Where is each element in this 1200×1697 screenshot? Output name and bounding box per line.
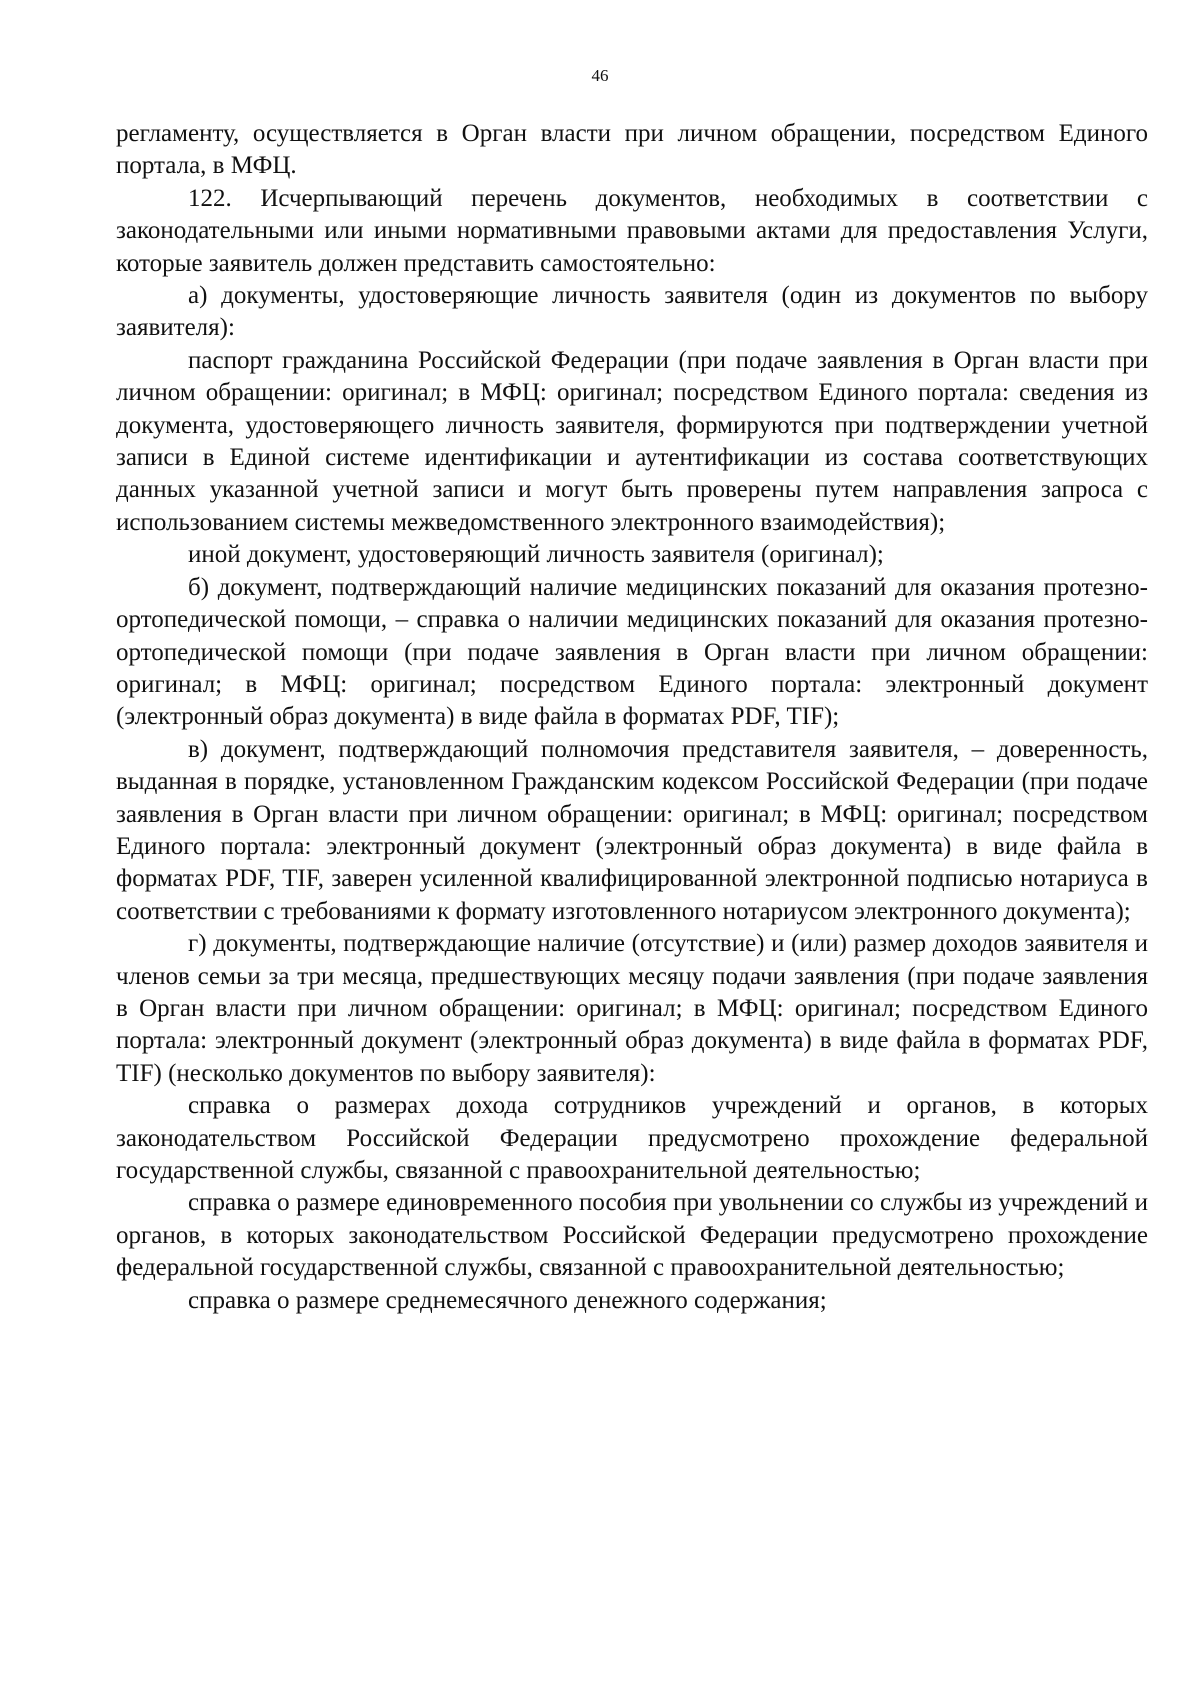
page-number: 46 bbox=[591, 66, 609, 85]
paragraph-severance-certificate: справка о размере единовременного пособия при увольнении со службы из учреждений и органов, в которых законодательством Российской Федерации предусмотрено прохождение федеральной государственной службы, связанной с правоохранительной деятельностью; bbox=[116, 1189, 1148, 1282]
paragraph-subitem-g: г) документы, подтверждающие наличие (отсутствие) и (или) размер доходов заявителя и членов семьи за три месяца, предшествующих месяцу подачи заявления (при подаче заявления в Орган власти при личном обращении: оригинал; в МФЦ: оригинал; посредством Единого портала: электронный документ (электронный образ документа) в виде файла в форматах PDF, TIF) (несколько документов по выбору заявителя): bbox=[116, 930, 1148, 1087]
document-body bbox=[116, 118, 1148, 1317]
paragraph-income-certificate: справка о размерах дохода сотрудников учреждений и органов, в которых законодательством Российской Федерации предусмотрено прохождение федеральной государственной службы, связанной с правоохранительной деятельностью; bbox=[116, 1092, 1148, 1184]
paragraph-average-allowance-certificate: справка о размере среднемесячного денежного содержания; bbox=[188, 1286, 827, 1314]
paragraph-continuation: регламенту, осуществляется в Орган власти при личном обращении, посредством Единого портала, в МФЦ. bbox=[116, 120, 1148, 180]
paragraph-other-id-document: иной документ, удостоверяющий личность заявителя (оригинал); bbox=[188, 541, 884, 569]
paragraph-passport: паспорт гражданина Российской Федерации (при подаче заявления в Орган власти при личном обращении: оригинал; в МФЦ: оригинал; посредством Единого портала: сведения из документа, удостоверяющего личность заявителя, формируются при подтверждении учетной записи в Единой системе идентификации и аутентификации из состава соответствующих данных указанной учетной записи и могут быть проверены путем направления запроса с использованием системы межведомственного электронного взаимодействия); bbox=[116, 346, 1148, 536]
paragraph-subitem-b: б) документ, подтверждающий наличие медицинских показаний для оказания протезно-ортопедической помощи, – справка о наличии медицинских показаний для оказания протезно-ортопедической помощи (при подаче заявления в Орган власти при личном обращении: оригинал; в МФЦ: оригинал; посредством Единого портала: электронный документ (электронный образ документа) в виде файла в форматах PDF, TIF); bbox=[116, 573, 1148, 731]
paragraph-subitem-v: в) документ, подтверждающий полномочия представителя заявителя, – доверенность, выданная в порядке, установленном Гражданским кодексом Российской Федерации (при подаче заявления в Орган власти при личном обращении: оригинал; в МФЦ: оригинал; посредством Единого портала: электронный документ (электронный образ документа) в виде файла в форматах PDF, TIF, заверен усиленной квалифицированной электронной подписью нотариуса в соответствии с требованиями к формату изготовленного нотариусом электронного документа); bbox=[116, 735, 1148, 925]
paragraph-item-122: 122. Исчерпывающий перечень документов, необходимых в соответствии с законодательными или иными нормативными правовыми актами для предоставления Услуги, которые заявитель должен представить самостоятельно: bbox=[116, 184, 1148, 277]
paragraph-subitem-a: а) документы, удостоверяющие личность заявителя (один из документов по выбору заявителя): bbox=[116, 282, 1148, 342]
